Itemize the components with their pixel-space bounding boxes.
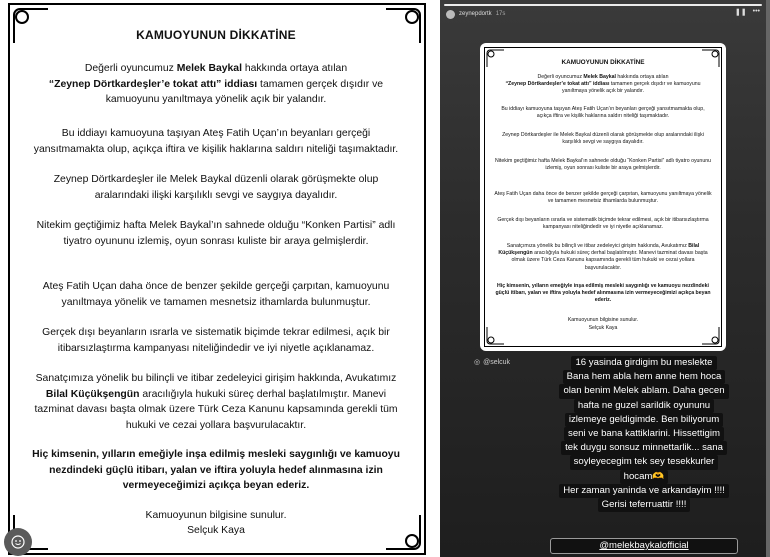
statement-paragraph-4: Nitekim geçtiğimiz hafta Melek Baykal’ın sahnede olduğu “Konken Partisi” adlı tiyatro oyununu izlemiş, oyun sonrası kuliste bir araya gelmişlerdir. <box>36 220 396 247</box>
story-reply-button[interactable] <box>4 528 32 556</box>
card-paragraph-7: Sanatçımıza yönelik bu bilinçli ve itibar zedeleyici girişim hakkında, Avukatımız Bilal Küçükşengün aracılığıyla hukuki süreç derhal başlatılmıştır. Manevi tazminat davası başta olmak üzere Türk Ceza Kanunu kapsamında gerekli tüm hukuki ve cezai yollara başvurulacaktır. <box>498 243 708 271</box>
statement-screenshot-card <box>480 43 726 351</box>
statement-signature: Selçuk Kaya <box>187 525 245 536</box>
card-paragraph-8: Hiç kimsenin, yılların emeğiyle inşa edilmiş mesleki saygınlığı ve kamuoyu nezdindeki güçlü itibarı, yalan ve iftira yoluyla hedef alınmasına izin vermeyeceğimizi açıkça beyan ederiz. <box>495 283 711 304</box>
card-paragraph-1: Değerli oyuncumuz Melek Baykal hakkında ortaya atılan “Zeynep Dörtkardeşler’e tokat attı” iddiası tamamen gerçek dışıdır ve kamuoyunu yanıltmaya yönelik açık bir yalandır. <box>505 74 701 95</box>
caption-line: soyleyecegim tek sey tesekkurler <box>570 455 719 469</box>
caption-line: tek duygu sonsuz minnettarlik... sana <box>561 441 727 455</box>
card-paragraph-6: Gerçek dışı beyanların ısrarla ve sistematik biçimde tekrar edilmesi, açık bir itibarsızlaştırma kampanyası niteliğindedir ve iyi niyetle açıklanamaz. <box>497 217 709 231</box>
statement-closing: Kamuoyunun bilgisine sunulur. <box>145 510 287 521</box>
card-paragraph-5: Ateş Fatih Uçan daha önce de benzer şekilde gerçeği çarpıtan, kamuoyunu yanıltmaya yönelik ve tamamen mesnetsiz ithamlarda bulunmuştur. <box>494 191 712 205</box>
instagram-story <box>440 0 770 557</box>
card-title: KAMUOYUNUN DİKKATİNE <box>561 59 645 66</box>
caption-line: hafta ne guzel sarildik oyununu <box>574 399 714 413</box>
caption-line: olan benim Melek ablam. Daha gecen <box>559 384 728 398</box>
at-icon: ◎ <box>474 359 481 366</box>
card-paragraph-3: Zeynep Dörtkardeşler ile Melek Baykal düzenli olarak görüşmekte olup aralarındaki ilişki karşılıklı sevgi ve saygıya dayalıdır. <box>502 132 704 146</box>
caption-line: seni ve bana kattiklarini. Hissettigim <box>564 427 724 441</box>
caption-line: Bana hem abla hem anne hem hoca <box>563 370 726 384</box>
avatar[interactable] <box>446 10 455 19</box>
statement-paragraph-7: Sanatçımıza yönelik bu bilinçli ve itibar zedeleyici girişim hakkında, Avukatımız Bilal Küçükşengün aracılığıyla hukuki süreç derhal başlatılmıştır. Manevi tazminat davası başta olmak üzere Türk Ceza Kanunu kapsamında gerekli tüm hukuki ve cezai yollara başvurulacaktır. <box>34 373 398 431</box>
statement-paragraph-8: Hiç kimsenin, yılların emeğiyle inşa edilmiş mesleki saygınlığı ve kamuoyu nezdindeki güçlü itibarı, yalan ve iftira yoluyla hedef alınmasına izin vermeyeceğimizi açıkça beyan ederiz. <box>32 449 400 492</box>
caption-line: hocam🫶 <box>620 470 669 484</box>
card-paragraph-4: Nitekim geçtiğimiz hafta Melek Baykal’ın sahnede olduğu “Konken Partisi” adlı tiyatro oyununu izlemiş, oyun sonrası kuliste bir araya gelmişlerdir. <box>495 158 711 172</box>
story-controls <box>735 8 760 16</box>
caption-line: 16 yasinda girdigim bu meslekte <box>571 356 716 370</box>
mention-tag[interactable] <box>474 358 510 366</box>
story-caption <box>538 356 750 512</box>
edge-strip <box>766 0 770 557</box>
statement-paragraph-6: Gerçek dışı beyanların ısrarla ve sistematik biçimde tekrar edilmesi, açık bir itibarsızlaştırma kampanyası niteliğindedir ve iyi niyetle açıklanamaz. <box>42 327 390 354</box>
pause-icon[interactable]: ❚❚ <box>734 9 747 16</box>
caption-line: izlemeye geldigimde. Ben biliyorum <box>565 413 723 427</box>
card-closing: Kamuoyunun bilgisine sunulur. <box>567 317 639 323</box>
card-paragraph-2: Bu iddiayı kamuoyuna taşıyan Ateş Fatih Uçan’ın beyanları gerçeği yansıtmamakta olup, açıkça iftira ve kişilik haklarına saldırı niteliği taşımaktadır. <box>501 106 705 120</box>
smiley-icon <box>11 535 25 549</box>
statement-paragraph-3: Zeynep Dörtkardeşler ile Melek Baykal düzenli olarak görüşmekte olup aralarındaki ilişki karşılıklı sevgi ve saygıya dayalıdır. <box>53 174 379 201</box>
statement-title: KAMUOYUNUN DİKKATİNE <box>136 28 296 42</box>
story-time: 17s <box>495 11 506 17</box>
caption-line: Her zaman yaninda ve arkandayim !!!! <box>559 484 729 498</box>
story-header <box>446 8 505 20</box>
statement-paragraph-5: Ateş Fatih Uçan daha önce de benzer şekilde gerçeği çarpıtan, kamuoyunu yanıltmaya yönelik ve tamamen mesnetsiz ithamlarda bulunmuştur. <box>42 281 390 308</box>
card-signature: Selçuk Kaya <box>588 325 618 331</box>
mention-tag-label: @selcuk <box>483 358 511 366</box>
caption-line: Gerisi teferruattir !!!! <box>598 498 691 512</box>
mention-sticker[interactable]: @melekbaykalofficial <box>550 538 738 554</box>
statement-paragraph-2: Bu iddiayı kamuoyuna taşıyan Ateş Fatih Uçan’ın beyanları gerçeği yansıtmamakta olup, açıkça iftira ve kişilik haklarına saldırı niteliği taşımaktadır. <box>33 128 399 155</box>
story-username[interactable]: zeynepdortk <box>459 11 492 17</box>
more-icon[interactable]: ••• <box>752 8 760 15</box>
story-progress-bar <box>444 4 762 6</box>
statement-paragraph-1: Değerli oyuncumuz Melek Baykal hakkında ortaya atılan “Zeynep Dörtkardeşler’e tokat attı” iddiası tamamen gerçek dışıdır ve kamuoyunu yanıltmaya yönelik açık bir yalandır. <box>48 63 384 106</box>
